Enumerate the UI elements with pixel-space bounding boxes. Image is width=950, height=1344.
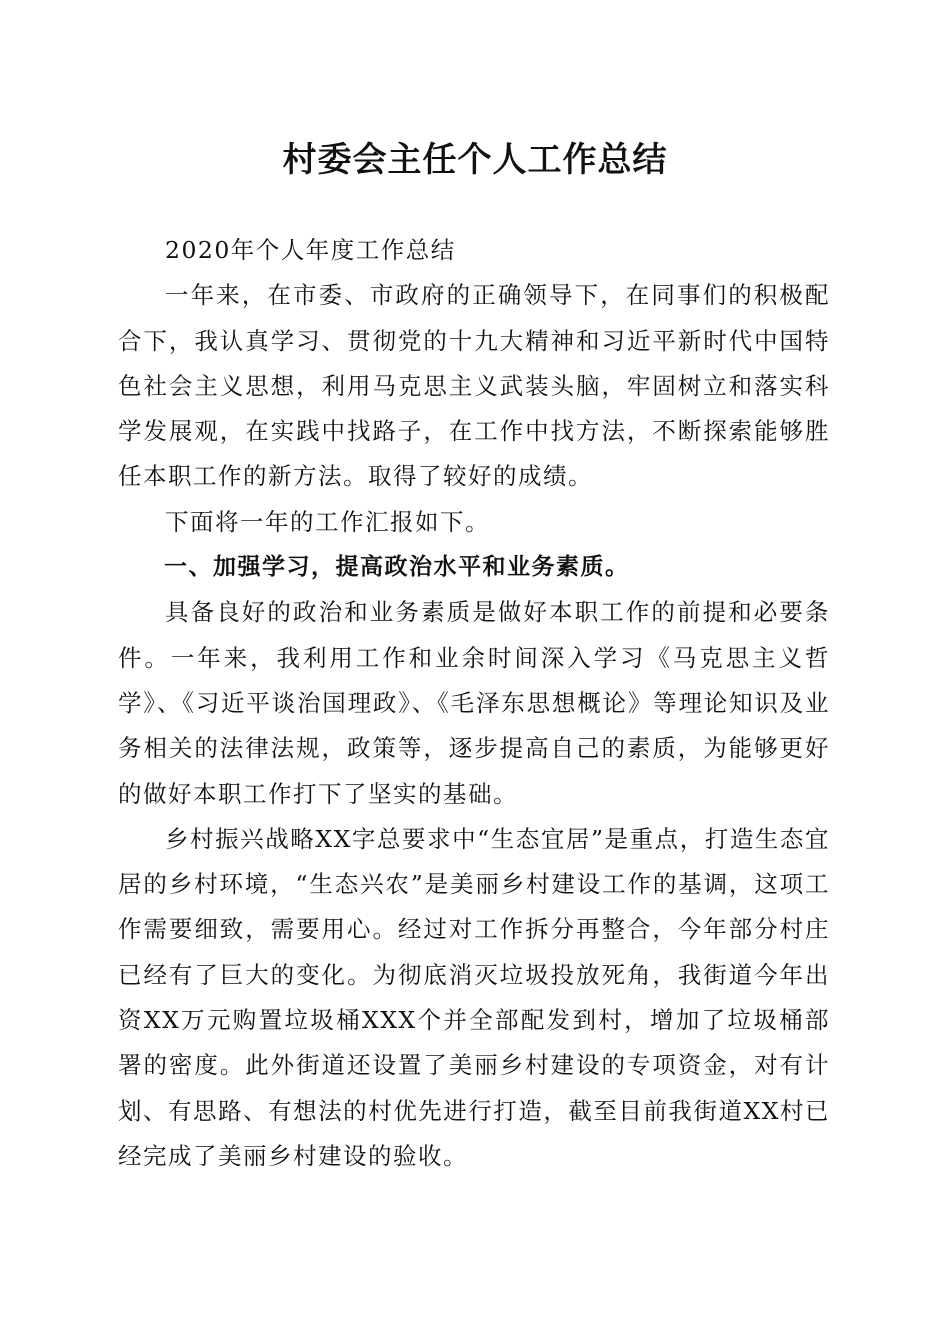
- subtitle-paragraph: 2020年个人年度工作总结: [165, 236, 456, 264]
- intro-paragraph: 一年来，在市委、市政府的正确领导下，在同事们的积极配合下，我认真学习、贯彻党的十九大精神和习近平新时代中国特色社会主义思想，利用马克思主义武装头脑，牢固树立和落实科学发展观，在实践中找路子，在工作中找方法，不断探索能够胜任本职工作的新方法。取得了较好的成绩。: [118, 281, 830, 491]
- document-body: [118, 228, 830, 1179]
- document-title: 村委会主任个人工作总结: [282, 140, 668, 180]
- transition-paragraph: 下面将一年的工作汇报如下。: [165, 507, 490, 536]
- section-1-paragraph-2: 乡村振兴战略XX字总要求中“生态宜居”是重点，打造生态宜居的乡村环境，“生态兴农”是美丽乡村建设工作的基调，这项工作需要细致，需要用心。经过对工作拆分再整合，今年部分村庄已经有了巨大的变化。为彻底消灭垃圾投放死角，我街道今年出资XX万元购置垃圾桶XXX个并全部配发到村，增加了垃圾桶部署的密度。此外街道还设置了美丽乡村建设的专项资金，对有计划、有思路、有想法的村优先进行打造，截至目前我街道XX村已经完成了美丽乡村建设的验收。: [118, 824, 830, 1170]
- section-1-heading: 一、加强学习，提高政治水平和业务素质。: [164, 554, 630, 581]
- section-1-paragraph-1: 具备良好的政治和业务素质是做好本职工作的前提和必要条件。一年来，我利用工作和业余时间深入学习《马克思主义哲学》、《习近平谈治国理政》、《毛泽东思想概论》等理论知识及业务相关的法律法规，政策等，逐步提高自己的素质，为能够更好的做好本职工作打下了坚实的基础。: [118, 598, 830, 808]
